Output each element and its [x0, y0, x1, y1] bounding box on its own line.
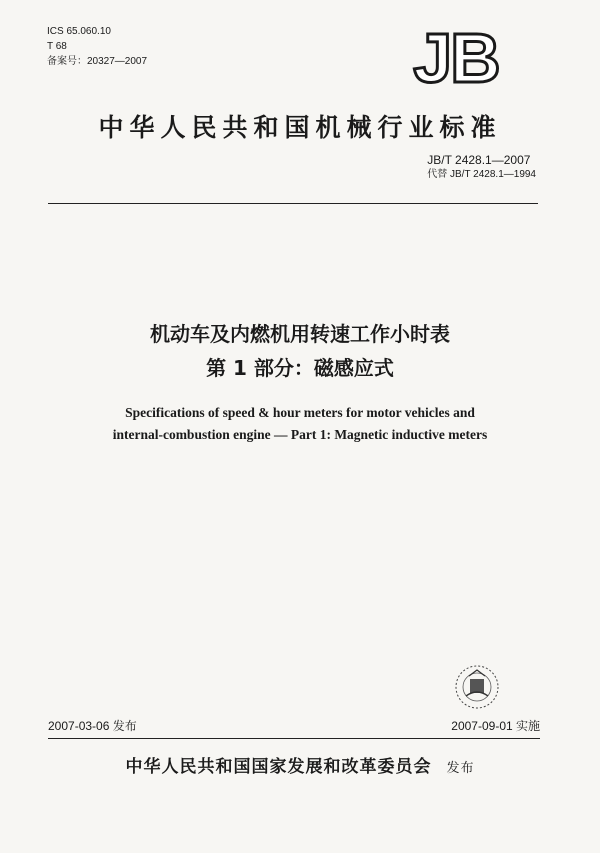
standard-code-block: [427, 152, 536, 182]
filing-number: 备案号：20327—2007: [47, 56, 148, 67]
issuer-name: 中华人民共和国国家发展和改革委员会: [125, 757, 432, 777]
title-english: [0, 402, 600, 446]
title-english-line1: Specifications of speed & hour meters for motor vehicles and: [125, 405, 475, 420]
title-chinese-line2: 第 1 部分：磁感应式: [206, 356, 394, 380]
jb-logo-text: JB: [413, 20, 499, 92]
title-english-line2: internal-combustion engine — Part 1: Magnetic inductive meters: [112, 427, 488, 442]
top-divider: [48, 203, 538, 204]
ics-code: ICS 65.060.10: [47, 26, 111, 37]
title-chinese-line1: 机动车及内燃机用转速工作小时表: [150, 322, 450, 346]
standard-type-heading: 中华人民共和国机械行业标准: [98, 113, 502, 142]
category-code: T 68: [47, 41, 67, 52]
issue-date: 2007-03-06 发布: [48, 719, 137, 733]
issuer-verb: 发布: [446, 761, 475, 776]
jb-logo: [404, 20, 508, 92]
bottom-divider: [48, 738, 540, 739]
publisher-seal-emblem: [452, 662, 502, 712]
issuer-line: [0, 752, 600, 777]
replaces-standard: 代替 JB/T 2428.1—1994: [427, 169, 536, 180]
classification-block: [47, 24, 147, 69]
implementation-date: 2007-09-01 实施: [451, 719, 540, 733]
standard-number: JB/T 2428.1—2007: [427, 153, 531, 167]
